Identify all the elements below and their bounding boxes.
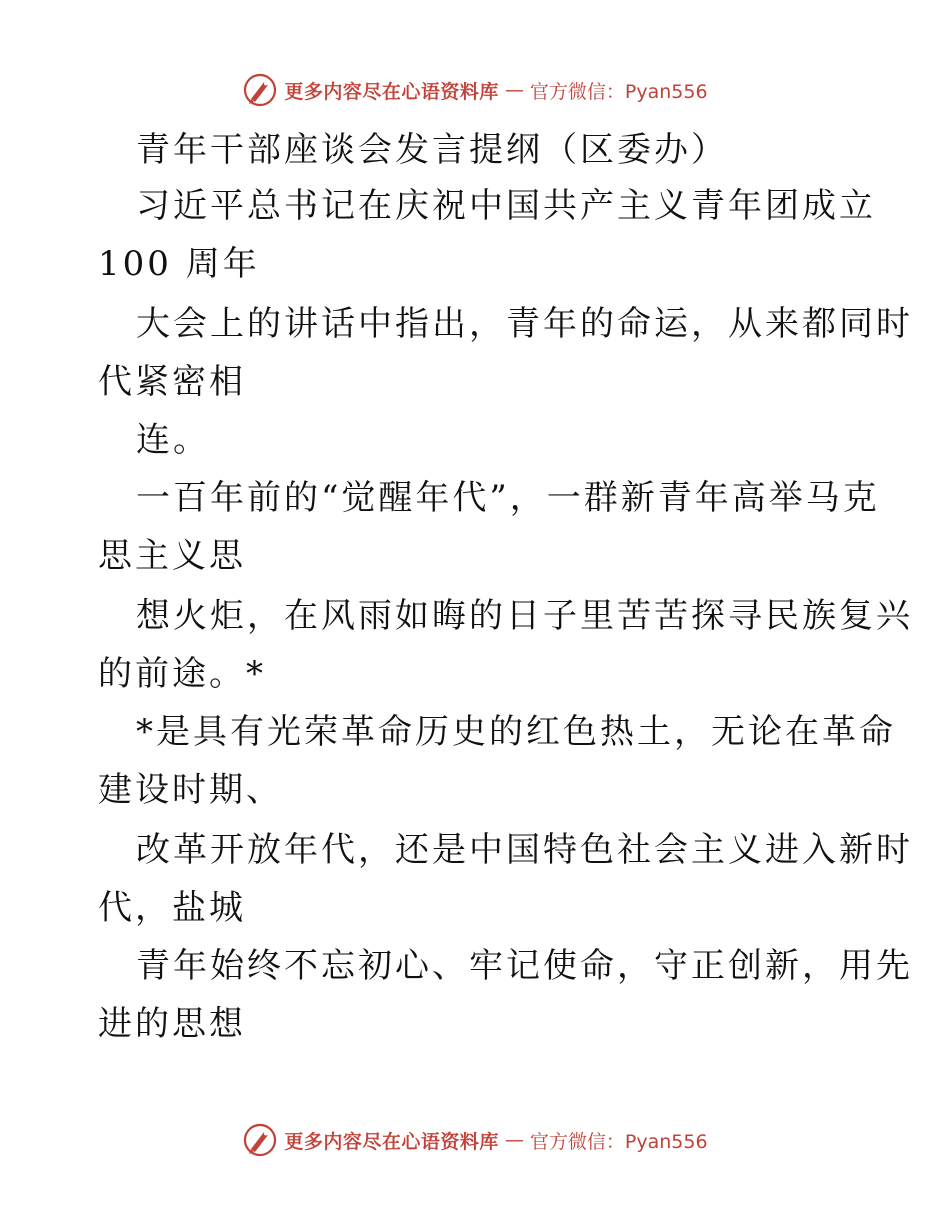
text-line: 代紧密相 [98, 362, 246, 402]
text-line: 进的思想 [98, 1004, 246, 1044]
footer-banner [0, 1120, 950, 1160]
pen-logo-icon [242, 1122, 278, 1158]
banner-wechat-id: 官方微信：Pyan556 [529, 1130, 708, 1153]
pen-logo-icon [242, 72, 278, 108]
text-line: 建设时期、 [98, 770, 283, 810]
text-line: 改革开放年代，还是中国特色社会主义进入新时 [136, 830, 913, 870]
text-line: 青年始终不忘初心、牢记使命，守正创新，用先 [136, 946, 913, 986]
text-line: 连。 [136, 420, 210, 460]
text-line: 代，盐城 [98, 888, 246, 928]
text-line: 100 周年 [98, 244, 260, 284]
text-line: 一百年前的“觉醒年代”，一群新青年高举马克 [136, 478, 880, 518]
banner-wechat-id: 官方微信：Pyan556 [529, 80, 708, 103]
text-line: 的前途。* [98, 654, 266, 694]
text-line: 习近平总书记在庆祝中国共产主义青年团成立 [136, 186, 876, 226]
text-line: *是具有光荣革命历史的红色热土，无论在革命 [136, 712, 896, 752]
text-line: 大会上的讲话中指出，青年的命运，从来都同时 [136, 304, 913, 344]
banner-separator: — [504, 79, 524, 101]
text-line: 想火炬，在风雨如晦的日子里苦苦探寻民族复兴 [136, 596, 913, 636]
banner-title: 更多内容尽在心语资料库 [284, 80, 499, 103]
text-line: 思主义思 [98, 536, 246, 576]
header-banner [0, 70, 950, 110]
document-title: 青年干部座谈会发言提纲（区委办） [136, 130, 728, 170]
banner-separator: — [504, 1129, 524, 1151]
banner-title: 更多内容尽在心语资料库 [284, 1130, 499, 1153]
